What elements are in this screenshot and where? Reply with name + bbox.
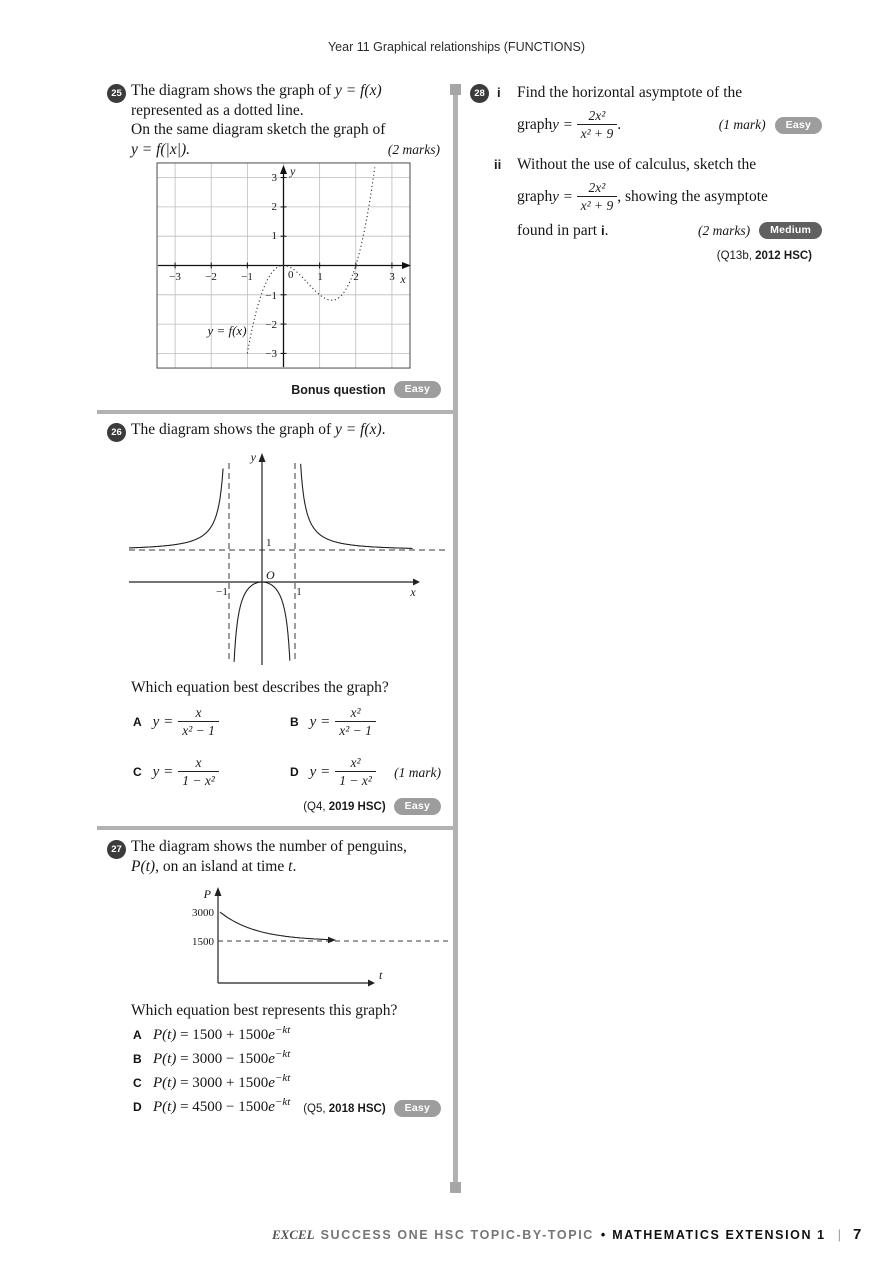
q27-tick-1500: 1500: [192, 936, 214, 948]
q26-option-c: [133, 750, 219, 794]
q28-part-ii-label: ii: [494, 157, 502, 172]
q27-option-d-base: e: [268, 1099, 275, 1115]
q28-ii-fraction: [577, 180, 618, 214]
q27-option-a-eq: = 1500 + 1500: [176, 1027, 269, 1043]
q25-line1-math: y = f(x): [335, 82, 382, 99]
q26-difficulty-badge: Easy: [394, 798, 441, 815]
q27-option-d-sup: −kt: [274, 1096, 291, 1108]
q26-source-ref: [303, 801, 385, 813]
q25-ytick-m2: −2: [265, 319, 277, 331]
q28-ii-marks-row: [698, 222, 822, 239]
q25-line1-text: The diagram shows the graph of: [131, 82, 336, 99]
q28-i-period: .: [617, 116, 622, 134]
q28-ii-line1: Without the use of calculus, sketch the: [517, 156, 757, 173]
q27-line2-text: , on an island at time: [155, 857, 289, 875]
q25-line4-math: y = f(|x|).: [131, 140, 190, 158]
q27-option-c: [133, 1069, 290, 1093]
q27-option-b-math: [153, 1048, 291, 1067]
q27-option-d-label: D: [133, 1100, 142, 1114]
q27-option-d-eq: = 4500 − 1500: [176, 1099, 269, 1115]
q25-xtick-1: 1: [317, 271, 323, 283]
q25-ytick-2: 2: [271, 201, 277, 213]
q27-option-a-base: e: [268, 1027, 275, 1043]
q27-option-b-base: e: [268, 1051, 275, 1067]
question-28-number: 28: [470, 84, 489, 103]
q26-option-c-fraction: [178, 755, 219, 789]
q28-i-equation: [517, 108, 621, 142]
q26-option-c-denominator: 1 − x²: [178, 771, 219, 789]
q26-ref-bold: 2019 HSC): [328, 800, 386, 813]
q28-ii-marks: (2 marks): [698, 222, 751, 238]
q28-ii-line3: [517, 221, 822, 241]
q25-curve-label: y = f(x): [207, 323, 247, 338]
q26-option-b-fraction: [335, 705, 376, 739]
q27-line2-math1: P(t): [131, 857, 156, 875]
q28-ii-found-text: [517, 221, 608, 241]
q26-option-a-lhs: y =: [152, 713, 174, 730]
q26-option-d-fraction: [335, 755, 376, 789]
q27-ref-prefix: (Q5,: [303, 1102, 329, 1115]
q25-xtick-m2: −2: [205, 271, 217, 283]
q25-y-axis-label: y: [290, 164, 296, 178]
column-divider-bottom-cap: [450, 1182, 461, 1193]
q27-line2-math2: t: [288, 857, 293, 875]
q26-line1-text: The diagram shows the graph of: [131, 421, 336, 438]
q27-graph: [180, 885, 460, 987]
q28-ii-found-prefix: found in part: [517, 222, 601, 239]
q25-ytick-m3: −3: [265, 348, 277, 360]
q27-option-a: [133, 1021, 290, 1045]
q25-xtick-m3: −3: [169, 271, 181, 283]
q27-graph-geometry: [215, 887, 449, 987]
q27-line2-period: .: [292, 857, 297, 875]
q28-i-line2: [517, 103, 822, 147]
q26-option-d: [290, 750, 376, 794]
q26-option-a-fraction: [178, 705, 219, 739]
q26-marks: (1 mark): [394, 765, 441, 780]
q25-difficulty-badge: Easy: [394, 381, 441, 398]
q27-x-axis-label: t: [379, 968, 383, 982]
q26-option-c-lhs: y =: [152, 763, 174, 780]
q26-option-a-numerator: x: [195, 705, 202, 720]
question-25-text: [131, 81, 440, 159]
q26-option-b-lhs: y =: [309, 713, 331, 730]
q28-source-ref: [600, 250, 812, 262]
q27-option-b-eq: = 3000 − 1500: [176, 1051, 269, 1067]
footer-series: SUCCESS ONE HSC TOPIC-BY-TOPIC: [320, 1228, 594, 1242]
q25-origin-label: 0: [288, 269, 294, 281]
q28-ii-difficulty-badge: Medium: [759, 222, 822, 239]
q25-ytick-1: 1: [271, 230, 277, 242]
q25-marks: (2 marks): [387, 141, 440, 157]
q26-line1-period: .: [381, 421, 386, 438]
q26-asymptote-label: 1: [266, 537, 272, 549]
q28-ii-lhs: y =: [552, 188, 577, 205]
q28-ii-line2: [517, 175, 768, 219]
q25-bonus-label: Bonus question: [291, 382, 386, 397]
q26-graph-geometry: [129, 453, 447, 665]
q28-i-line1: Find the horizontal asymptote of the: [517, 84, 743, 101]
q26-xtick-1: 1: [296, 586, 302, 598]
q27-line1: The diagram shows the number of penguins,: [131, 838, 407, 855]
q27-option-c-label: C: [133, 1076, 142, 1090]
q28-part-i-label: i: [497, 85, 501, 100]
q28-ii-found-period: .: [604, 222, 609, 239]
q25-xtick-m1: −1: [241, 271, 253, 283]
q27-option-b-sup: −kt: [274, 1048, 291, 1060]
q28-ii-showing-text: , showing the asymptote: [617, 188, 768, 206]
question-26-number: 26: [107, 423, 126, 442]
q27-difficulty-badge: Easy: [394, 1100, 441, 1117]
q27-option-a-label: A: [133, 1028, 142, 1042]
q28-i-graph-word: graph: [517, 116, 553, 134]
q25-graph-geometry: [157, 163, 411, 368]
column-divider-top-cap: [450, 84, 461, 95]
q26-option-b: [290, 700, 376, 744]
q28-i-marks-row: [719, 117, 822, 134]
q26-y-axis-label: y: [250, 450, 256, 464]
q26-option-b-denominator: x² − 1: [335, 721, 376, 739]
q27-option-c-eq: = 3000 + 1500: [176, 1075, 269, 1091]
q27-option-b: [133, 1045, 290, 1069]
page-header: Year 11 Graphical relationships (FUNCTIONS): [327, 40, 586, 54]
q27-line2: [131, 857, 440, 877]
question-27-number: 27: [107, 840, 126, 859]
q28-ref-bold: 2012 HSC): [755, 250, 812, 262]
q27-ref-bold: 2018 HSC): [328, 1102, 386, 1115]
q27-option-b-pt: P(t): [153, 1051, 177, 1067]
q28-ref-prefix: (Q13b,: [716, 250, 756, 262]
q27-option-a-math: [153, 1024, 291, 1043]
q27-option-c-base: e: [268, 1075, 275, 1091]
q28-ii-found-i: i: [600, 223, 605, 238]
q26-origin-label: O: [266, 568, 275, 582]
q28-i-lhs: y =: [552, 116, 577, 133]
q27-source-ref: [303, 1103, 385, 1115]
q26-x-axis-label: x: [410, 585, 416, 599]
q27-ref-row: [200, 1100, 441, 1117]
q25-x-axis-label: x: [400, 272, 406, 286]
q26-option-d-numerator: x²: [350, 755, 361, 770]
q27-option-c-pt: P(t): [153, 1075, 177, 1091]
footer-separator: |: [837, 1228, 841, 1242]
q26-graph: [125, 450, 457, 670]
q26-ref-prefix: (Q4,: [303, 800, 329, 813]
q28-ii-denominator: x² + 9: [577, 196, 618, 214]
q28-ii-graph-word: graph: [517, 188, 553, 206]
q26-option-a-denominator: x² − 1: [178, 721, 219, 739]
q25-line3: On the same diagram sketch the graph of: [131, 121, 386, 138]
q25-graph: [152, 158, 416, 372]
q26-ref-row: [200, 798, 441, 815]
q28-ii-numerator: 2x²: [588, 180, 606, 195]
question-27-text: [131, 837, 440, 876]
q27-option-c-math: [153, 1072, 291, 1091]
footer-bullet: •: [600, 1228, 606, 1242]
footer-brand: EXCEL: [272, 1227, 315, 1242]
footer-subject: MATHEMATICS EXTENSION 1: [612, 1228, 826, 1242]
q25-ytick-m1: −1: [265, 290, 277, 302]
divider-q26-q27: [97, 826, 455, 830]
q26-option-d-denominator: 1 − x²: [335, 771, 376, 789]
q27-y-axis-label: P: [203, 887, 211, 901]
q26-option-c-numerator: x: [195, 755, 202, 770]
q26-option-a-label: A: [133, 715, 142, 729]
q28-i-marks: (1 mark): [718, 117, 766, 132]
q27-option-a-pt: P(t): [153, 1027, 177, 1043]
q26-option-c-label: C: [133, 765, 142, 779]
q26-line1-math: y = f(x): [335, 421, 382, 438]
q25-bonus-row: [200, 381, 441, 398]
q28-i-numerator: 2x²: [588, 108, 606, 123]
q26-option-d-label: D: [290, 765, 299, 779]
q26-option-d-lhs: y =: [309, 763, 331, 780]
question-26-text: [131, 420, 440, 440]
page-footer: [272, 1226, 861, 1243]
q27-option-c-sup: −kt: [274, 1072, 291, 1084]
q28-i-difficulty-badge: Easy: [775, 117, 822, 134]
q27-option-b-label: B: [133, 1052, 142, 1066]
q26-xtick-m1: −1: [216, 586, 228, 598]
q27-option-a-sup: −kt: [274, 1024, 291, 1036]
q25-line2: represented as a dotted line.: [131, 101, 304, 119]
q28-i-fraction: [577, 108, 618, 142]
q25-line4: [131, 140, 440, 160]
q25-line1: [131, 81, 440, 101]
q26-option-b-numerator: x²: [350, 705, 361, 720]
q25-ytick-3: 3: [271, 172, 277, 184]
q25-xtick-3: 3: [389, 271, 395, 283]
q28-i-denominator: x² + 9: [577, 124, 618, 142]
q26-option-b-label: B: [290, 715, 299, 729]
q25-xtick-2: 2: [353, 271, 359, 283]
q26-option-a: [133, 700, 219, 744]
divider-q25-q26: [97, 410, 455, 414]
q26-question: Which equation best describes the graph?: [131, 679, 389, 696]
q27-option-d-pt: P(t): [153, 1099, 177, 1115]
footer-page-number: 7: [852, 1226, 862, 1243]
q27-question: Which equation best represents this graph?: [131, 1002, 398, 1019]
question-25-number: 25: [107, 84, 126, 103]
q27-tick-3000: 3000: [192, 907, 214, 919]
